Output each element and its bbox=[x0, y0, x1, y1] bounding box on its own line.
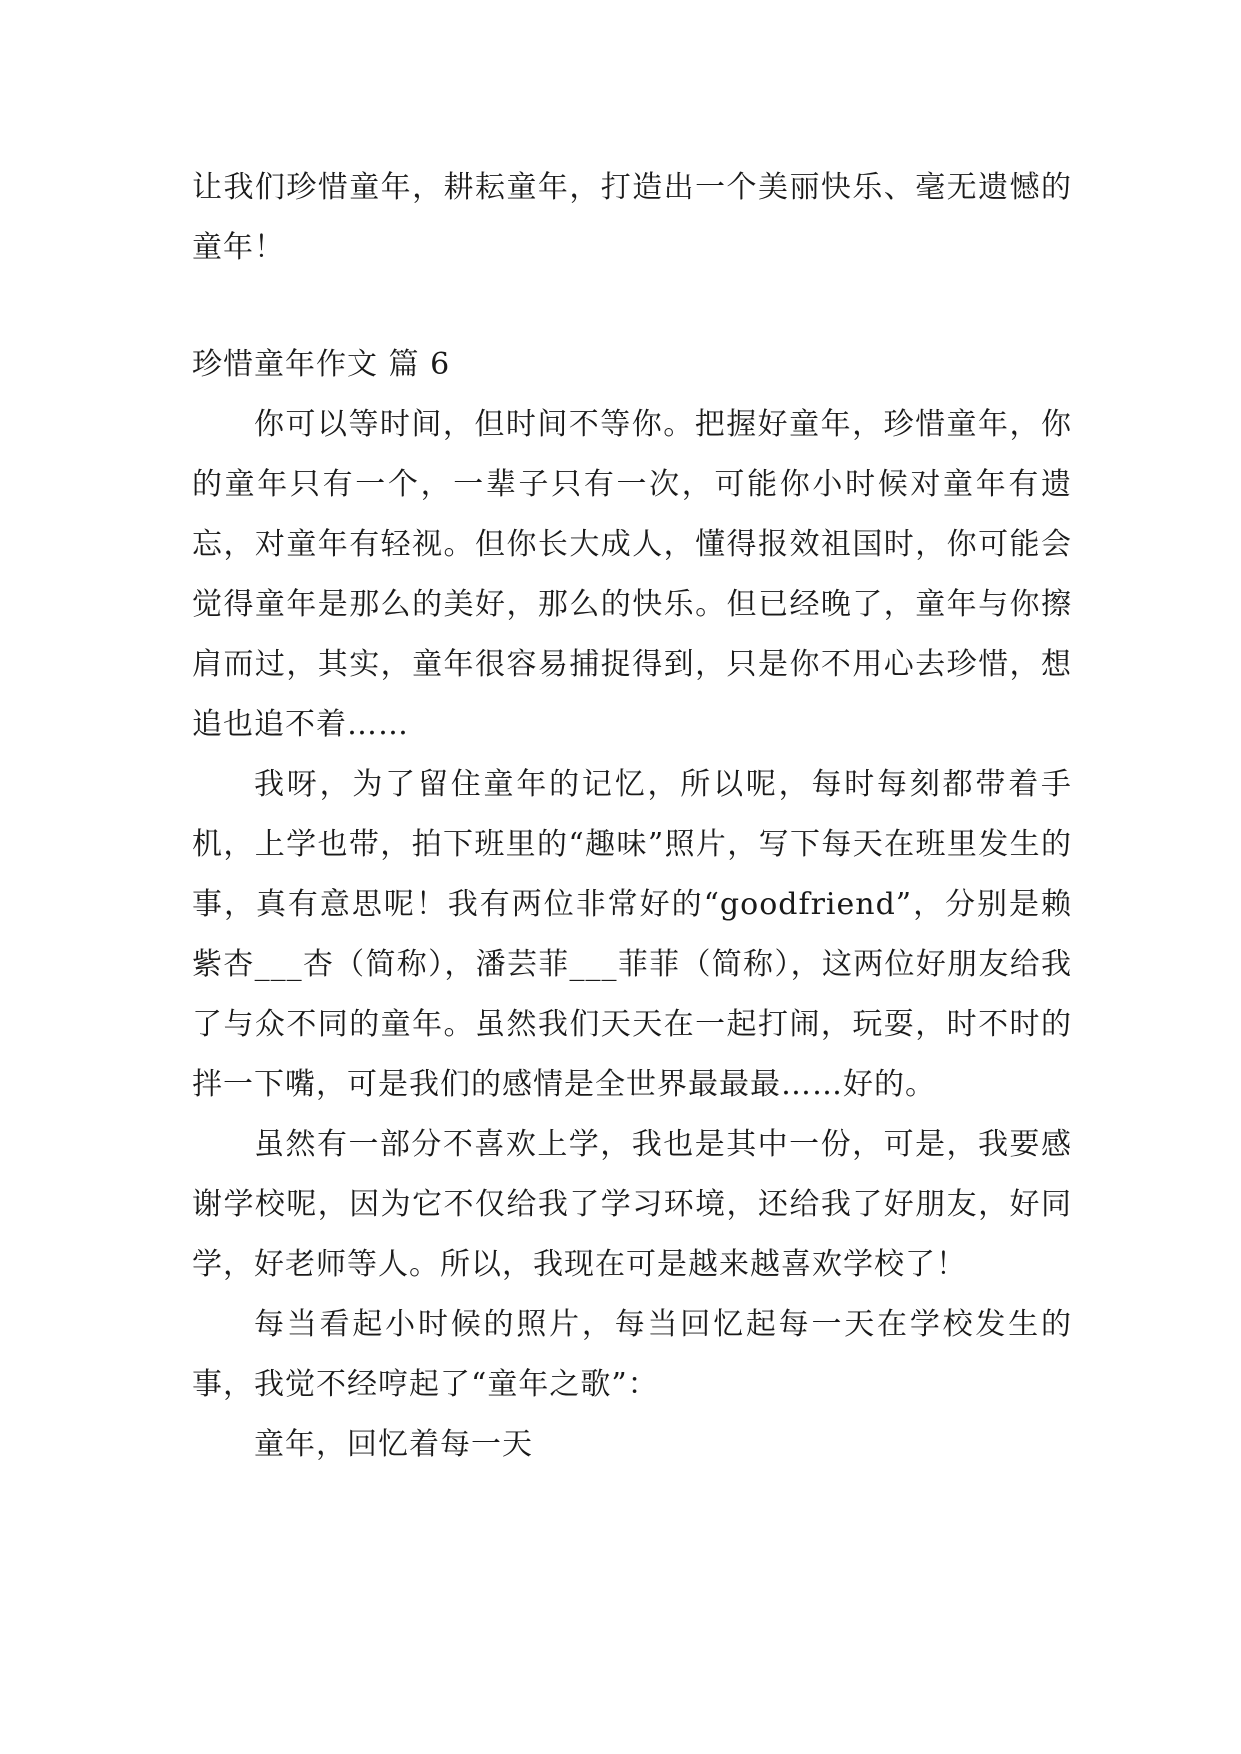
body-paragraph: 每当看起小时候的照片，每当回忆起每一天在学校发生的事，我觉不经哼起了“童年之歌”： bbox=[192, 1307, 1072, 1402]
section-title: 珍惜童年作文 篇 6 bbox=[192, 347, 451, 382]
body-paragraph: 虽然有一部分不喜欢上学，我也是其中一份，可是，我要感谢学校呢，因为它不仅给我了学习环境，还给我了好朋友，好同学，好老师等人。所以，我现在可是越来越喜欢学校了！ bbox=[192, 1127, 1072, 1282]
document-page bbox=[192, 158, 1072, 1475]
body-paragraph: 我呀，为了留住童年的记忆，所以呢，每时每刻都带着手机，上学也带，拍下班里的“趣味”照片，写下每天在班里发生的事，真有意思呢！我有两位非常好的“goodfriend”，分别是赖紫杏___杏（简称），潘芸菲___菲菲（简称），这两位好朋友给我了与众不同的童年。虽然我们天天在一起打闹，玩耍，时不时的拌一下嘴，可是我们的感情是全世界最最最……好的。 bbox=[192, 767, 1072, 1102]
intro-paragraph: 让我们珍惜童年，耕耘童年，打造出一个美丽快乐、毫无遗憾的童年！ bbox=[192, 170, 1072, 265]
body-paragraph: 你可以等时间，但时间不等你。把握好童年，珍惜童年，你的童年只有一个，一辈子只有一次，可能你小时候对童年有遗忘，对童年有轻视。但你长大成人，懂得报效祖国时，你可能会觉得童年是那么的美好，那么的快乐。但已经晚了，童年与你擦肩而过，其实，童年很容易捕捉得到，只是你不用心去珍惜，想追也追不着…… bbox=[192, 407, 1072, 742]
poem-line: 童年，回忆着每一天 bbox=[254, 1427, 533, 1462]
